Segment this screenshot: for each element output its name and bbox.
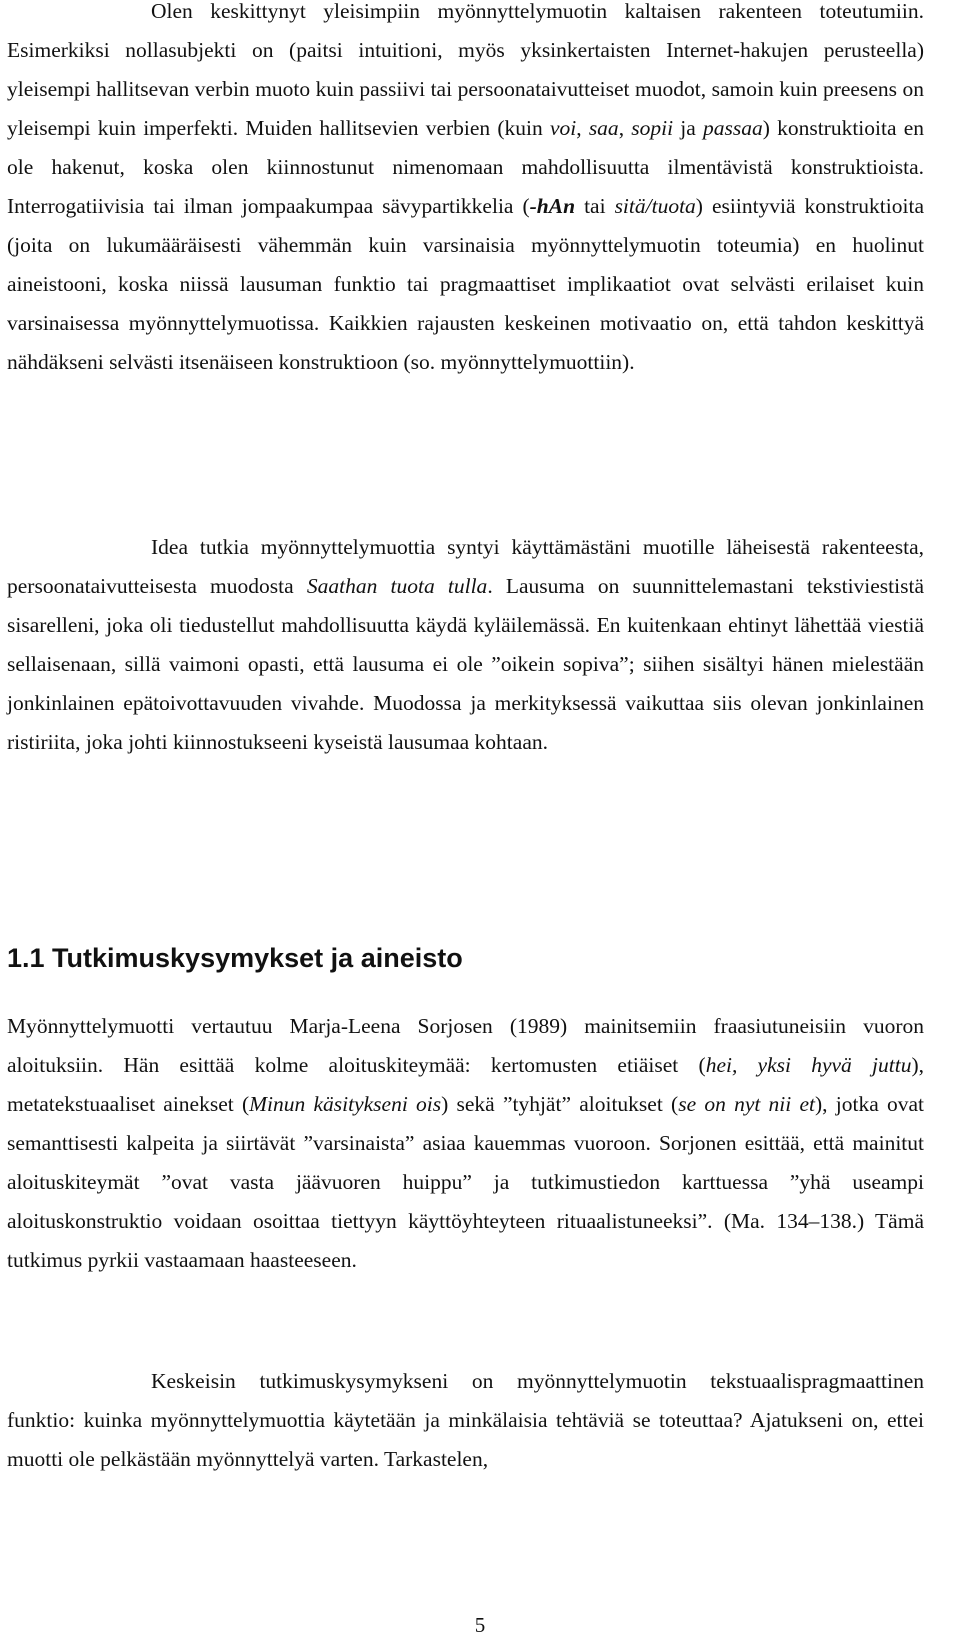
paragraph-3-text-c: ) sekä ”tyhjät” aloitukset ( <box>441 1092 679 1116</box>
example-passaa: passaa <box>703 116 763 140</box>
example-saathan-tuota-tulla: Saathan tuota tulla <box>306 574 488 598</box>
paragraph-1-text-a: Olen keskittynyt yleisimpiin myönnyttelymuotin kaltaisen rakenteen toteutumiin. Esimerkiksi nollasubjekti on (paitsi intuitioni, myös yksinkertaisten Internet-hakujen perusteella) yleisempi hallitsevan verbin muoto kuin passiivi tai persoonataivutteiset muodot, samoin kuin preesens on yleisempi kuin imperfekti. Muiden hallitsevien verbien (kuin <box>7 0 924 140</box>
example-se-on-nyt-nii-et: se on nyt nii et <box>678 1092 815 1116</box>
conjunction: tai <box>575 194 615 218</box>
paragraph-3-text-d: ), jotka ovat semanttisesti kalpeita ja siirtävät ”varsinaista” asiaa kauemmas vuoroon. Sorjonen esittää, että mainitut aloituskiteymät ”ovat vasta jäävuoren huippu” ja tutkimustiedon karttuessa ”yhä useampi aloituskonstruktio voidaan osoittaa tiettyyn käyttöyhteyteen rituaalistuneeksi”. (Ma. 134–138.) Tämä tutkimus pyrkii vastaamaan haasteeseen. <box>7 1092 924 1272</box>
comma: , <box>576 116 589 140</box>
body-paragraph-3 <box>7 1007 924 1280</box>
example-voi: voi <box>549 116 577 140</box>
body-paragraph-4: Keskeisin tutkimuskysymykseni on myönnyttelymuotin tekstuaalispragmaattinen funktio: kuinka myönnyttelymuottia käytetään ja minkälaisia tehtäviä se toteuttaa? Ajatukseni on, ettei muotti ole pelkästään myönnyttelyä varten. Tarkastelen, <box>7 1369 924 1471</box>
example-hei-yksi-hyva-juttu: hei, yksi hyvä juttu <box>705 1053 912 1077</box>
page-number: 5 <box>474 1613 486 1637</box>
section-heading: 1.1 Tutkimuskysymykset ja aineisto <box>7 943 463 973</box>
example-minun-kasitykseni-ois: Minun käsitykseni ois <box>249 1092 442 1116</box>
conjunction: ja <box>673 116 703 140</box>
paragraph-2-text-b: . Lausuma on suunnittelemastani tekstiviestistä sisarelleni, joka oli tiedustellut mahdollisuutta käydä kyläilemässä. En kuitenkaan ehtinyt lähettää viestiä sellaisenaan, sillä vaimoni opasti, että lausuma ei ole ”oikein sopiva”; siihen sisältyi hänen mielestään jonkinlainen epätoivottavuuden vivahde. Muodossa ja merkityksessä vaikuttaa siis olevan jonkinlainen ristiriita, joka johti kiinnostukseeni kyseistä lausumaa kohtaan. <box>7 574 924 754</box>
body-paragraph-1 <box>7 0 924 382</box>
particle-han: -hAn <box>529 194 576 218</box>
paragraph-1-text-b: ) konstruktioita en ole hakenut, koska olen kiinnostunut nimenomaan mahdollisuutta ilmentävistä konstruktioista. Interrogatiivisia tai ilman jompaakumpaa sävypartikkelia ( <box>7 116 925 218</box>
paragraph-2-text-a: Idea tutkia myönnyttelymuottia syntyi käyttämästäni muotille läheisestä rakenteesta, persoonataivutteisesta muodosta <box>7 535 924 598</box>
comma: , <box>618 116 632 140</box>
particle-sita-tuota: sitä/tuota <box>614 194 696 218</box>
example-sopii: sopii <box>631 116 674 140</box>
example-saa: saa <box>588 116 619 140</box>
paragraph-3-text-b: ), metatekstuaaliset ainekset ( <box>7 1053 925 1116</box>
paragraph-3-text-a: Myönnyttelymuotti vertautuu Marja-Leena Sorjosen (1989) mainitsemiin fraasiutuneisiin vuoron aloituksiin. Hän esittää kolme aloituskiteymää: kertomusten etiäiset ( <box>7 1014 924 1077</box>
body-paragraph-2 <box>7 528 924 762</box>
paragraph-1-text-c: ) esiintyviä konstruktioita (joita on lukumääräisesti vähemmän kuin varsinaisia myönnyttelymuotin toteumia) en huolinut aineistooni, koska niissä lausuman funktio tai pragmaattiset implikaatiot ovat selvästi erilaiset kuin varsinaisessa myönnyttelymuotissa. Kaikkien rajausten keskeinen motivaatio on, että tahdon keskittyä nähdäkseni selvästi itsenäiseen konstruktioon (so. myönnyttelymuottiin). <box>7 194 924 374</box>
